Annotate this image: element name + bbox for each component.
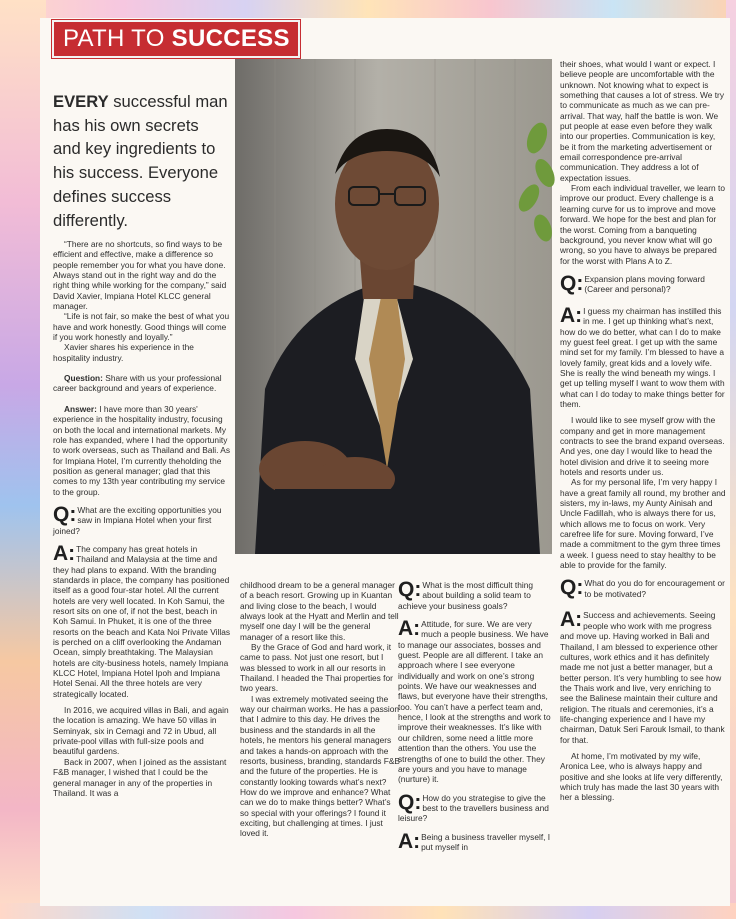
- question-paragraph: [53, 373, 231, 394]
- paragraph: At home, I’m motivated by my wife, Aronica Lee, who is always happy and positive and she looks at life very differently, which truly has made the last 30 years with her a blessing.: [560, 750, 723, 803]
- q-letter: Q:: [398, 790, 422, 814]
- question-text: What do you do for encouragement or to be motivated?: [584, 578, 725, 599]
- paragraph: “There are no shortcuts, so find ways to be efficient and effective, make a difference so people remember you for what you have done. Always stand out in the right way and do the right thing while working for the company,” said David Xavier, Impiana Hotel KLCC general manager.: [53, 239, 227, 312]
- plant-leaves: [515, 118, 557, 258]
- a-letter: A:: [53, 541, 76, 565]
- paragraph: By the Grace of God and hard work, it came to pass. Not just one resort, but I was blessed to work in all our resorts in Thailand. I headed the Thai properties for two years.: [240, 642, 393, 694]
- paragraph: From each individual traveller, we learn to improve our product. Every challenge is a learning curve for us to improve and move forward. We hope for the best and plan for the worst. Coming from a banqueting background, you never know what will go wrong, so you have to always be prepared for the worst with Plans A to Z.: [560, 183, 725, 266]
- section-banner: [52, 20, 300, 58]
- a-letter: A:: [398, 829, 421, 853]
- question-block: [53, 502, 231, 536]
- answer-text: I guess my chairman has instilled this in me. I get up thinking what’s next, how do we do better, what can I do to make my guest feel great. I get up with the same mind set for my family. I’m blessed to have a lovely family, great kids and a lovely wife. She is really the wind beneath my wings. I get up telling myself I want to wow them with what can I do today to make things better for them.: [560, 305, 725, 409]
- answer-block: [398, 829, 554, 856]
- article-column-2: [240, 580, 400, 839]
- article-column-4: [560, 59, 726, 803]
- intro-lead-bold: EVERY: [53, 92, 109, 111]
- portrait-illustration: [235, 59, 552, 554]
- banner-bold: SUCCESS: [171, 25, 290, 52]
- answer-text: Attitude, for sure. We are very much a people business. We have to manage our associates, bosses and guest. People are all different. I take an approach where I see everyone individually and work on one’s strong points. We have our weaknesses and flaws, but everyone have their strengths, too. You can’t have a perfect team and, hence, I look at the strengths and work to improve their weaknesses. It’s like with our children, some need a little more attention than the others. You use the strengths of one to build the other. They are yours and you have to manage (nurture) it.: [398, 619, 551, 785]
- q-letter: Q:: [398, 578, 422, 601]
- paragraph: Back in 2007, when I joined as the assistant F&B manager, I wished that I could be the general manager in any of the properties in Thailand. It was a: [53, 756, 227, 798]
- paragraph: As for my personal life, I’m very happy I have a great family all round, my brother and sisters, my in-laws, my Aunty Ainisah and Uncle Fadillah, who is always there for us, which allows me to focus on work. Very carefree life for sure. Moving forward, I’ve made a commitment to the gym three times a week. I guess need to stay healthy to be able to provide for the family.: [560, 477, 726, 571]
- paragraph: I was extremely motivated seeing the way our chairman works. He has a passion that I admire to this day. He drives the business and the standards in all the hotels, he mentors his general managers and takes a hands-on approach with the resorts, business, branding, standards F&B and the future of the properties. He is constantly looking towards what’s next? How do we improve and enhance? What can we do to make things better? What’s so special with your offerings? I found it exciting, but challenging at times. I just loved it.: [240, 693, 401, 839]
- answer-text: The company has great hotels in Thailand and Malaysia at the time and they had plans to expand. With the branding standards in place, the company has positioned itself as a good four-star hotel. All the current hotels are very well located. In Koh Samui, the resort sits on one of, if not the best, beach in Koh Samui. In Phuket, it is one of the three resorts on the beach and Kata Noi Private Villas is perched on a cliff overlooking the Andaman Ocean, simply breathtaking. The Malaysian hotels are city-business hotels, namely Impiana KLCC Hotel, Impiana Hotel Ipoh and Impiana Hotel Senai. All the three hotels are very strategically located.: [53, 543, 231, 699]
- banner-prefix: PATH TO: [63, 25, 165, 52]
- answer-text: I have more than 30 years' experience in the hospitality industry, focusing on both the local and international markets. My role has expanded, where I had the opportunity to work overseas, such as Thailand and Bali. As for Impiana Hotel, I’m currently theholding the position as general manager; glad that this comes to my 13th year contributing my service to the group.: [53, 403, 231, 497]
- answer-block: [53, 541, 231, 699]
- question-block: [560, 271, 726, 298]
- question-block: [398, 580, 554, 611]
- paragraph: “Life is not fair, so make the best of what you have and work honestly. Good things will come if you work honestly and loyally.”: [53, 311, 230, 343]
- question-text: How do you strategise to give the best to the travellers business and leisure?: [398, 792, 549, 824]
- question-label: Question:: [64, 373, 103, 384]
- answer-block: [560, 303, 726, 409]
- question-text: Share with us your professional career background and years of experience.: [53, 373, 222, 394]
- q-letter: Q:: [53, 502, 77, 526]
- answer-block: [560, 610, 726, 744]
- intro-lead-text: successful man has his own secrets and key ingredients to his success. Everyone defines success differently.: [53, 92, 228, 230]
- portrait-photo: [235, 59, 552, 554]
- answer-label: Answer:: [64, 403, 97, 414]
- intro-lead: [53, 90, 231, 232]
- a-letter: A:: [560, 303, 583, 327]
- question-block: [398, 790, 554, 824]
- paragraph: childhood dream to be a general manager of a beach resort. Growing up in Kuantan and living close to the beach, I would always look at the Hyatt and Merlin and tell myself one day I will be the general manager of a resort like this.: [240, 580, 399, 642]
- question-text: What are the exciting opportunities you saw in Impiana Hotel when your first joined?: [53, 504, 222, 536]
- paragraph: In 2016, we acquired villas in Bali, and again the location is amazing. We have 50 villas in Seminyak, six in Cemagi and 72 in Ubud, all private-pool villas with full-size pools and beautiful gardens.: [53, 705, 229, 757]
- article-column-1: [53, 239, 231, 798]
- question-block: [560, 578, 726, 602]
- question-text: Expansion plans moving forward (Career and personal)?: [584, 273, 705, 295]
- a-letter: A:: [398, 617, 421, 641]
- a-letter: A:: [560, 608, 583, 632]
- article-column-3: [398, 580, 554, 862]
- answer-paragraph: [53, 404, 231, 497]
- answer-text: Being a business traveller myself, I put myself in: [421, 831, 551, 852]
- question-text: What is the most difficult thing about building a solid team to achieve your business goals?: [398, 580, 534, 611]
- paragraph: their shoes, what would I want or expect. I believe people are uncomfortable with the unknown. Not knowing what to expect is something that causes a lot of stress. We try to communicate as much as we can pre-arrival. That way, half the battle is won. We put people at ease even before they walk into our properties. Communication is key, be it from the marketing advertisement or email correspondence pre-arrival communication. They address a lot of expectation issues.: [560, 59, 725, 183]
- answer-block: [398, 619, 554, 785]
- answer-text: Success and achievements. Seeing people who work with me progress and move up. Having worked in Bali and Thailand, I am blessed to experience other cultures, work ethics and it has definitely made me not just a better manager, but a better person. It’s very humbling to see how the Thais work and live, very enriching to see the Balinese maintain their culture and religion. The rituals and ceremonies, it’s a life-changing experience and I have my chairman, Datuk Seri Farouk Ismail, to thank for that.: [560, 610, 725, 745]
- q-letter: Q:: [560, 271, 584, 295]
- paragraph: I would like to see myself grow with the company and get in more management contracts to see the brand expand overseas. And yes, one day I would like to head the hotel division and drive it to seeing more hotels and resorts under us.: [560, 415, 725, 478]
- q-letter: Q:: [560, 576, 584, 600]
- paragraph: Xavier shares his experience in the hospitality industry.: [53, 342, 194, 363]
